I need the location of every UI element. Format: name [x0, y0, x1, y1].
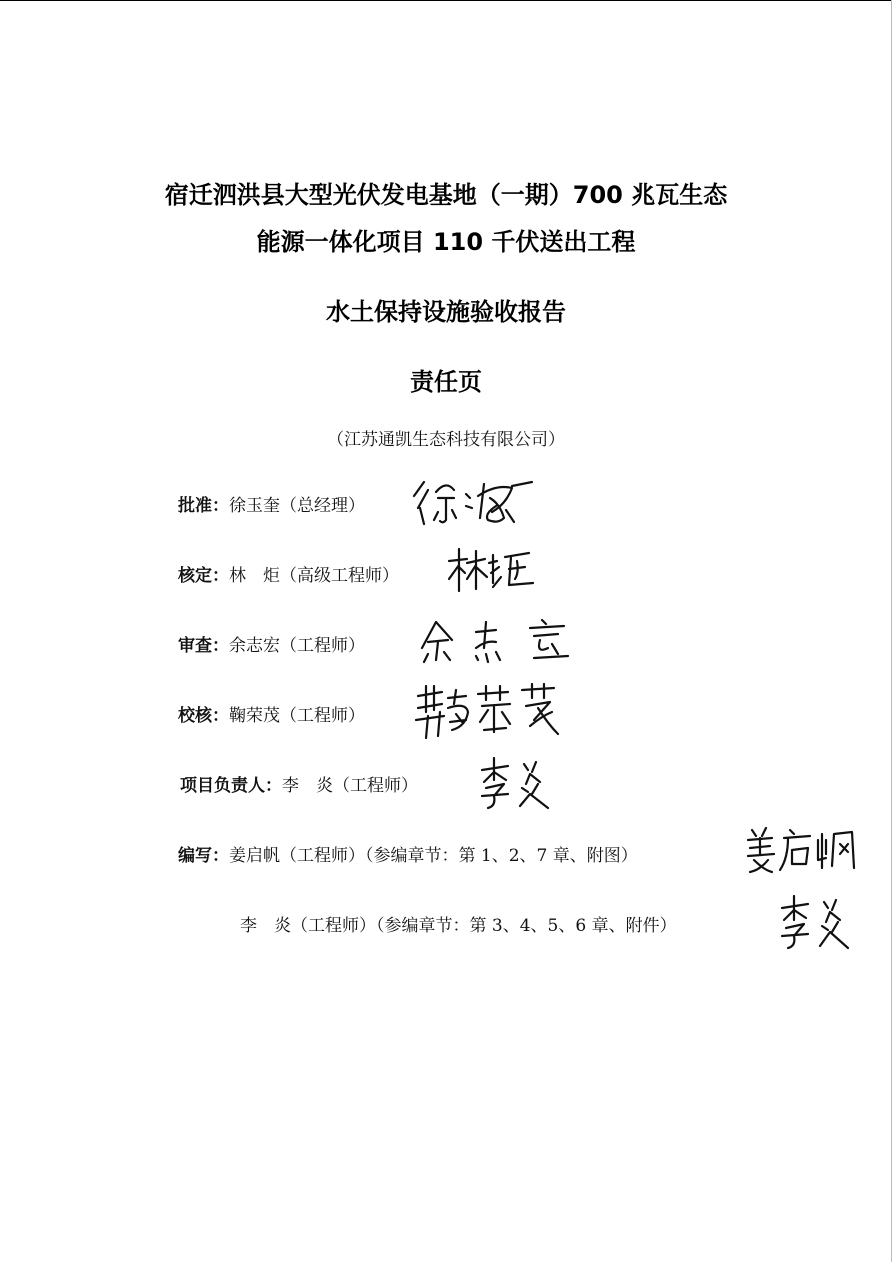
verification-row — [178, 564, 399, 588]
company-name: （江苏通凯生态科技有限公司） — [327, 430, 565, 450]
check-signature — [412, 682, 567, 744]
author-1-person: 姜启帆（工程师）（参编章节：第 1、2、7 章、附图） — [229, 846, 638, 866]
review-label: 审查： — [178, 636, 229, 656]
review-row — [178, 634, 365, 658]
approval-row — [178, 494, 365, 518]
author-2-person: 李 炎（工程师）（参编章节：第 3、4、5、6 章、附件） — [240, 916, 677, 936]
approval-label: 批准： — [178, 496, 229, 516]
verification-person: 林 炬（高级工程师） — [229, 566, 399, 586]
title-line-2: 能源一体化项目 110 千伏送出工程 — [256, 228, 636, 256]
author-label: 编写： — [178, 846, 229, 866]
check-row — [178, 704, 365, 728]
check-label: 校核： — [178, 706, 229, 726]
report-title: 水土保持设施验收报告 — [326, 298, 566, 326]
review-signature — [418, 614, 573, 666]
project-lead-label: 项目负责人： — [180, 776, 282, 796]
author-row-2 — [240, 914, 677, 938]
review-person: 余志宏（工程师） — [229, 636, 365, 656]
project-lead-signature — [478, 754, 558, 812]
title-line-1: 宿迁泗洪县大型光伏发电基地（一期）700 兆瓦生态 — [164, 181, 728, 209]
check-person: 鞠荣茂（工程师） — [229, 706, 365, 726]
approval-signature — [410, 474, 535, 529]
verification-signature — [445, 543, 540, 595]
approval-person: 徐玉奎（总经理） — [229, 496, 365, 516]
verification-label: 核定： — [178, 566, 229, 586]
project-lead-person: 李 炎（工程师） — [282, 776, 418, 796]
page-heading: 责任页 — [410, 368, 482, 396]
top-border-line — [0, 0, 892, 1]
author-row-1 — [178, 844, 638, 868]
author-2-signature — [778, 892, 858, 952]
author-1-signature — [744, 824, 864, 876]
project-lead-row — [180, 774, 418, 798]
